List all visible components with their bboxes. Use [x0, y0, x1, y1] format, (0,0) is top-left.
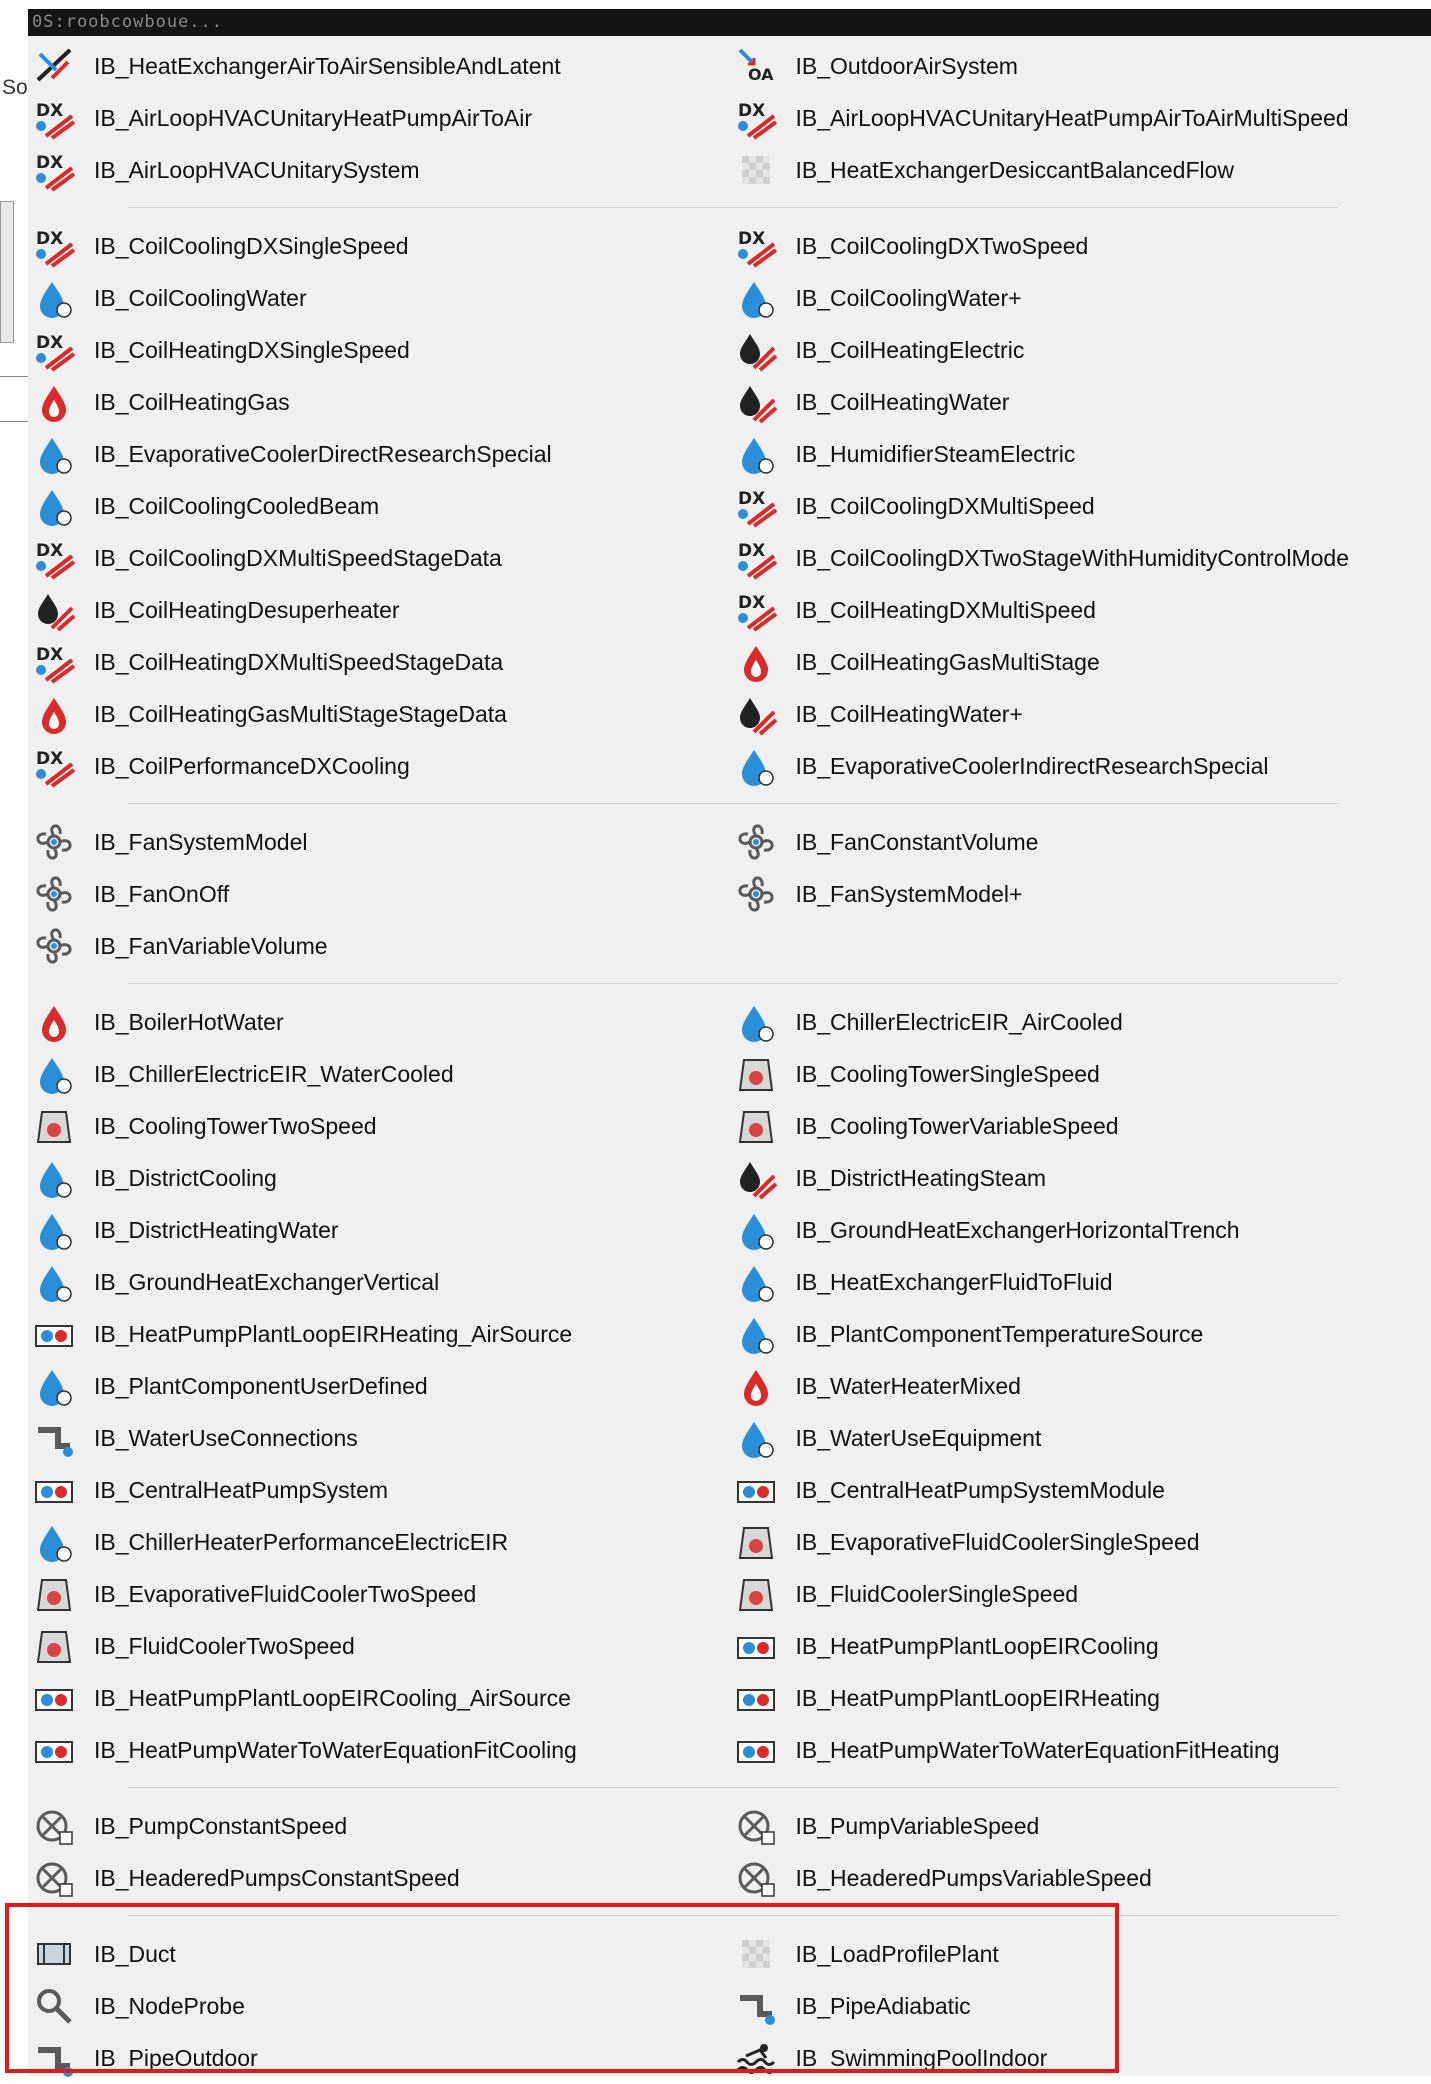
- water-heating-plus-icon: [734, 692, 778, 736]
- pipe-outdoor-icon: [32, 2036, 76, 2080]
- menu-item[interactable]: [28, 2032, 730, 2084]
- cooling-tower-1-icon: [734, 1052, 778, 1096]
- water-cooling-plus-icon: [734, 276, 778, 320]
- menu-item[interactable]: [28, 428, 730, 480]
- menu-item[interactable]: [28, 1568, 730, 1620]
- menu-item[interactable]: [730, 584, 1431, 636]
- window-title: 0S:roobcowboue...: [32, 12, 223, 32]
- menu-item-label: IB_EvaporativeCoolerDirectResearchSpecial: [94, 441, 552, 468]
- menu-item-label: IB_CoilHeatingGas: [94, 389, 290, 416]
- menu-item[interactable]: [28, 532, 730, 584]
- menu-separator: [128, 1915, 1338, 1916]
- pipe-adiabatic-icon: [734, 1984, 778, 2028]
- menu-item[interactable]: [28, 324, 730, 376]
- menu-item-label: IB_CoilHeatingWater+: [796, 701, 1023, 728]
- humidifier-icon: [734, 432, 778, 476]
- fan-constant-icon: [734, 820, 778, 864]
- menu-item[interactable]: [28, 636, 730, 688]
- chiller-heater-icon: [32, 1520, 76, 1564]
- menu-item[interactable]: [730, 376, 1431, 428]
- evaporative-cooler-icon: [32, 432, 76, 476]
- menu-group-fans: [28, 816, 1431, 972]
- ground-hx-vertical-icon: [32, 1260, 76, 1304]
- menu-row: [28, 376, 1431, 428]
- duct-icon: [32, 1932, 76, 1976]
- dx-stage-data-icon: [32, 536, 76, 580]
- menu-item-label: IB_LoadProfilePlant: [796, 1941, 999, 1968]
- menu-item-label: IB_PipeAdiabatic: [796, 1993, 971, 2020]
- menu-item[interactable]: [730, 1100, 1431, 1152]
- menu-item-label: IB_AirLoopHVACUnitarySystem: [94, 157, 420, 184]
- menu-item[interactable]: [28, 1256, 730, 1308]
- water-use-equipment-icon: [734, 1416, 778, 1460]
- svg-text:DX: DX: [36, 229, 63, 249]
- title-strip: [28, 9, 1431, 36]
- menu-row: [28, 40, 1431, 92]
- menu-item-label: IB_CoilCoolingDXMultiSpeed: [796, 493, 1095, 520]
- menu-item-label: IB_CoilCoolingDXMultiSpeedStageData: [94, 545, 502, 572]
- menu-item[interactable]: [730, 480, 1431, 532]
- menu-item[interactable]: [730, 1360, 1431, 1412]
- menu-item-label: IB_HeatPumpWaterToWaterEquationFitCooling: [94, 1737, 577, 1764]
- menu-item[interactable]: [28, 1516, 730, 1568]
- menu-item-label: IB_HeatPumpPlantLoopEIRCooling: [796, 1633, 1159, 1660]
- menu-item-label: IB_AirLoopHVACUnitaryHeatPumpAirToAirMultiSpeed: [796, 105, 1349, 132]
- menu-item-label: IB_OutdoorAirSystem: [796, 53, 1018, 80]
- menu-item[interactable]: [28, 1464, 730, 1516]
- district-water-icon: [32, 1208, 76, 1252]
- menu-item[interactable]: [730, 1256, 1431, 1308]
- menu-item-label: IB_NodeProbe: [94, 1993, 245, 2020]
- menu-item[interactable]: [28, 144, 730, 196]
- menu-item-label: IB_FanSystemModel: [94, 829, 307, 856]
- menu-item[interactable]: [730, 688, 1431, 740]
- menu-row: [28, 324, 1431, 376]
- menu-row: [28, 532, 1431, 584]
- fluid-cooler-icon: [734, 1572, 778, 1616]
- menu-row: [28, 1928, 1431, 1980]
- menu-row: [28, 144, 1431, 196]
- menu-row: [28, 1724, 1431, 1776]
- menu-item[interactable]: [28, 1928, 730, 1980]
- heat-pump-air-icon: [32, 1312, 76, 1356]
- menu-item[interactable]: [28, 1724, 730, 1776]
- svg-text:DX: DX: [738, 489, 765, 509]
- menu-item-label: IB_GroundHeatExchangerVertical: [94, 1269, 439, 1296]
- menu-item[interactable]: [28, 272, 730, 324]
- menu-item-label: IB_FluidCoolerSingleSpeed: [796, 1581, 1079, 1608]
- district-steam-icon: [734, 1156, 778, 1200]
- menu-item-label: IB_PumpConstantSpeed: [94, 1813, 347, 1840]
- heat-pump-wtw-heating-icon: [734, 1728, 778, 1772]
- user-defined-icon: [32, 1364, 76, 1408]
- menu-item[interactable]: [28, 920, 730, 972]
- menu-item-label: IB_HeatExchangerFluidToFluid: [796, 1269, 1113, 1296]
- menu-item[interactable]: [730, 1308, 1431, 1360]
- unitary-system-icon: [32, 148, 76, 192]
- dx-humidity-icon: [734, 536, 778, 580]
- menu-item-label: IB_DistrictHeatingWater: [94, 1217, 339, 1244]
- menu-row: [28, 636, 1431, 688]
- menu-separator: [128, 207, 1338, 208]
- dx-heating-stage-icon: [32, 640, 76, 684]
- desuperheater-icon: [32, 588, 76, 632]
- menu-item-label: IB_HeaderedPumpsConstantSpeed: [94, 1865, 460, 1892]
- menu-row: [28, 1672, 1431, 1724]
- menu-item[interactable]: [28, 996, 730, 1048]
- background-window-edge: [0, 36, 28, 2076]
- svg-text:DX: DX: [738, 593, 765, 613]
- menu-item-label: IB_CoilHeatingWater: [796, 389, 1010, 416]
- menu-item-label: IB_ChillerHeaterPerformanceElectricEIR: [94, 1529, 508, 1556]
- dx-heating-icon: [32, 328, 76, 372]
- svg-text:DX: DX: [36, 101, 63, 121]
- menu-row: [28, 1464, 1431, 1516]
- menu-row: [28, 428, 1431, 480]
- menu-item[interactable]: [28, 480, 730, 532]
- chiller-water-icon: [32, 1052, 76, 1096]
- fan-icon: [32, 820, 76, 864]
- menu-item[interactable]: [730, 92, 1431, 144]
- menu-group-coils: [28, 220, 1431, 792]
- menu-item[interactable]: [730, 740, 1431, 792]
- svg-text:OA: OA: [748, 65, 774, 84]
- menu-item[interactable]: [28, 688, 730, 740]
- menu-item[interactable]: [730, 220, 1431, 272]
- menu-item[interactable]: [730, 428, 1431, 480]
- water-heating-icon: [734, 380, 778, 424]
- menu-item[interactable]: [730, 1516, 1431, 1568]
- menu-row: [28, 1516, 1431, 1568]
- menu-item[interactable]: [28, 220, 730, 272]
- menu-row: [28, 1308, 1431, 1360]
- menu-item[interactable]: [730, 996, 1431, 1048]
- unitary-heat-pump-icon: [32, 96, 76, 140]
- placeholder-icon: [734, 1932, 778, 1976]
- menu-row: [28, 220, 1431, 272]
- indirect-evaporative-icon: [734, 744, 778, 788]
- menu-item-label: IB_BoilerHotWater: [94, 1009, 284, 1036]
- menu-item-label: IB_EvaporativeCoolerIndirectResearchSpecial: [796, 753, 1269, 780]
- menu-item[interactable]: [730, 1152, 1431, 1204]
- svg-text:DX: DX: [738, 101, 765, 121]
- heat-pump-wtw-cooling-icon: [32, 1728, 76, 1772]
- menu-row: [28, 920, 1431, 972]
- swimming-pool-icon: [734, 2036, 778, 2080]
- menu-group-airloop: [28, 40, 1431, 196]
- menu-item[interactable]: [730, 816, 1431, 868]
- dx-heating-multispeed-icon: [734, 588, 778, 632]
- menu-row: [28, 688, 1431, 740]
- dx-cooling-icon: [32, 224, 76, 268]
- temperature-source-icon: [734, 1312, 778, 1356]
- fluid-hx-icon: [734, 1260, 778, 1304]
- pump-constant-icon: [32, 1804, 76, 1848]
- menu-separator: [128, 983, 1338, 984]
- dx-multispeed-icon: [734, 484, 778, 528]
- menu-item[interactable]: [730, 272, 1431, 324]
- menu-item[interactable]: [730, 1724, 1431, 1776]
- menu-item-label: IB_FanOnOff: [94, 881, 229, 908]
- cooling-tower-2-icon: [32, 1104, 76, 1148]
- menu-row: [28, 816, 1431, 868]
- menu-item-label: IB_HeaderedPumpsVariableSpeed: [796, 1865, 1152, 1892]
- menu-item-label: IB_WaterUseEquipment: [796, 1425, 1042, 1452]
- fan-variable-icon: [32, 924, 76, 968]
- menu-item[interactable]: [730, 40, 1431, 92]
- menu-item[interactable]: [28, 1412, 730, 1464]
- menu-item[interactable]: [28, 868, 730, 920]
- water-cooling-icon: [32, 276, 76, 320]
- menu-item-label: IB_HeatPumpPlantLoopEIRHeating_AirSource: [94, 1321, 572, 1348]
- menu-item[interactable]: [730, 1464, 1431, 1516]
- menu-item-label: IB_CoilCoolingDXTwoSpeed: [796, 233, 1089, 260]
- menu-item-label: IB_CoilHeatingDXMultiSpeed: [796, 597, 1096, 624]
- menu-row: [28, 1980, 1431, 2032]
- heat-exchanger-icon: [32, 44, 76, 88]
- menu-item[interactable]: [730, 2032, 1431, 2084]
- menu-item[interactable]: [28, 1308, 730, 1360]
- menu-item-label: IB_CentralHeatPumpSystemModule: [796, 1477, 1165, 1504]
- dx-performance-icon: [32, 744, 76, 788]
- menu-item-label: IB_CentralHeatPumpSystem: [94, 1477, 388, 1504]
- menu-row: [28, 1256, 1431, 1308]
- menu-item[interactable]: [730, 636, 1431, 688]
- menu-item-label: IB_GroundHeatExchangerHorizontalTrench: [796, 1217, 1240, 1244]
- menu-item[interactable]: [28, 376, 730, 428]
- menu-item-label: IB_CoilCoolingDXTwoStageWithHumidityControlMode: [796, 545, 1350, 572]
- menu-item-label: IB_WaterUseConnections: [94, 1425, 358, 1452]
- evap-fluid-cooler-two-icon: [32, 1572, 76, 1616]
- menu-item-label: IB_EvaporativeFluidCoolerSingleSpeed: [796, 1529, 1200, 1556]
- placeholder-icon: [734, 148, 778, 192]
- menu-item[interactable]: [730, 1620, 1431, 1672]
- menu-item[interactable]: [28, 1672, 730, 1724]
- menu-item[interactable]: [28, 816, 730, 868]
- menu-item-label: IB_Duct: [94, 1941, 176, 1968]
- svg-text:DX: DX: [738, 541, 765, 561]
- menu-item-label: IB_CoilHeatingGasMultiStage: [796, 649, 1100, 676]
- menu-row: [28, 272, 1431, 324]
- menu-row: [28, 2032, 1431, 2084]
- menu-row: [28, 740, 1431, 792]
- menu-separator: [128, 1787, 1338, 1788]
- menu-row: [28, 1620, 1431, 1672]
- side-label: So: [2, 76, 28, 100]
- menu-item-label: IB_CoilCoolingWater+: [796, 285, 1022, 312]
- menu-item[interactable]: [730, 1568, 1431, 1620]
- heat-pump-cooling-air-icon: [32, 1676, 76, 1720]
- menu-row: [28, 1800, 1431, 1852]
- menu-row: [28, 1048, 1431, 1100]
- menu-item-label: IB_ChillerElectricEIR_AirCooled: [796, 1009, 1123, 1036]
- menu-item[interactable]: [28, 1204, 730, 1256]
- menu-item-label: IB_CoolingTowerTwoSpeed: [94, 1113, 377, 1140]
- menu-item[interactable]: [730, 1980, 1431, 2032]
- dx-cooling-two-icon: [734, 224, 778, 268]
- empty-cell: [730, 920, 1431, 972]
- pump-variable-icon: [734, 1804, 778, 1848]
- menu-item[interactable]: [28, 1360, 730, 1412]
- menu-item-label: IB_CoilHeatingDXSingleSpeed: [94, 337, 410, 364]
- menu-item[interactable]: [28, 40, 730, 92]
- menu-item-label: IB_HeatExchangerAirToAirSensibleAndLatent: [94, 53, 561, 80]
- magnifier-icon: [32, 1984, 76, 2028]
- central-heat-pump-icon: [32, 1468, 76, 1512]
- menu-item[interactable]: [730, 144, 1431, 196]
- menu-row: [28, 92, 1431, 144]
- component-dropdown-menu: [28, 36, 1431, 2076]
- menu-item[interactable]: [28, 1048, 730, 1100]
- menu-row: [28, 480, 1431, 532]
- outdoor-air-icon: [734, 44, 778, 88]
- menu-item[interactable]: [730, 1204, 1431, 1256]
- menu-item-label: IB_PipeOutdoor: [94, 2045, 258, 2072]
- gas-multistage-icon: [734, 640, 778, 684]
- menu-item[interactable]: [730, 1048, 1431, 1100]
- water-heater-icon: [734, 1364, 778, 1408]
- ground-hx-horizontal-icon: [734, 1208, 778, 1252]
- side-scrollbar: [0, 201, 14, 343]
- menu-group-misc: [28, 1928, 1431, 2084]
- menu-item-label: IB_PlantComponentUserDefined: [94, 1373, 428, 1400]
- menu-item-label: IB_FanSystemModel+: [796, 881, 1023, 908]
- menu-item-label: IB_HumidifierSteamElectric: [796, 441, 1076, 468]
- menu-row: [28, 584, 1431, 636]
- menu-item[interactable]: [730, 1672, 1431, 1724]
- heat-pump-cooling-icon: [734, 1624, 778, 1668]
- svg-text:DX: DX: [36, 645, 63, 665]
- menu-item-label: IB_CoilCoolingWater: [94, 285, 307, 312]
- menu-item[interactable]: [730, 532, 1431, 584]
- menu-item[interactable]: [28, 740, 730, 792]
- menu-item-label: IB_FanConstantVolume: [796, 829, 1039, 856]
- menu-item-label: IB_CoilHeatingElectric: [796, 337, 1025, 364]
- menu-item-label: IB_WaterHeaterMixed: [796, 1373, 1021, 1400]
- menu-item-label: IB_DistrictCooling: [94, 1165, 277, 1192]
- side-divider: [0, 376, 28, 422]
- fan-plus-icon: [734, 872, 778, 916]
- menu-item-label: IB_FluidCoolerTwoSpeed: [94, 1633, 355, 1660]
- menu-item[interactable]: [28, 1620, 730, 1672]
- menu-item[interactable]: [730, 324, 1431, 376]
- window-titlebar: [0, 0, 1431, 36]
- chiller-air-icon: [734, 1000, 778, 1044]
- svg-text:DX: DX: [36, 153, 63, 173]
- menu-item[interactable]: [730, 1800, 1431, 1852]
- svg-text:DX: DX: [36, 749, 63, 769]
- fluid-cooler-two-icon: [32, 1624, 76, 1668]
- menu-item-label: IB_FanVariableVolume: [94, 933, 328, 960]
- unitary-heat-pump-multispeed-icon: [734, 96, 778, 140]
- menu-row: [28, 1204, 1431, 1256]
- menu-item[interactable]: [28, 1100, 730, 1152]
- heat-pump-heating-icon: [734, 1676, 778, 1720]
- menu-item[interactable]: [730, 868, 1431, 920]
- menu-item-label: IB_HeatPumpPlantLoopEIRHeating: [796, 1685, 1160, 1712]
- menu-item-label: IB_CoilHeatingDesuperheater: [94, 597, 400, 624]
- central-heat-pump-module-icon: [734, 1468, 778, 1512]
- gas-heating-icon: [32, 380, 76, 424]
- menu-item[interactable]: [28, 1800, 730, 1852]
- menu-row: [28, 1100, 1431, 1152]
- menu-item-label: IB_CoilHeatingDXMultiSpeedStageData: [94, 649, 503, 676]
- boiler-icon: [32, 1000, 76, 1044]
- menu-item-label: IB_HeatPumpPlantLoopEIRCooling_AirSource: [94, 1685, 571, 1712]
- gas-stage-data-icon: [32, 692, 76, 736]
- menu-item-label: IB_CoilHeatingGasMultiStageStageData: [94, 701, 507, 728]
- menu-group-pumps: [28, 1800, 1431, 1904]
- menu-item[interactable]: [730, 1852, 1431, 1904]
- evap-fluid-cooler-icon: [734, 1520, 778, 1564]
- menu-item-label: IB_PumpVariableSpeed: [796, 1813, 1040, 1840]
- menu-item[interactable]: [28, 1852, 730, 1904]
- menu-item[interactable]: [730, 1928, 1431, 1980]
- headered-pump-variable-icon: [734, 1856, 778, 1900]
- svg-text:DX: DX: [36, 333, 63, 353]
- cooling-tower-v-icon: [734, 1104, 778, 1148]
- menu-row: [28, 1568, 1431, 1620]
- menu-item-label: IB_CoolingTowerSingleSpeed: [796, 1061, 1100, 1088]
- menu-row: [28, 1412, 1431, 1464]
- district-cooling-icon: [32, 1156, 76, 1200]
- menu-item-label: IB_CoilPerformanceDXCooling: [94, 753, 410, 780]
- menu-row: [28, 868, 1431, 920]
- menu-separator: [128, 803, 1338, 804]
- menu-item-label: IB_AirLoopHVACUnitaryHeatPumpAirToAir: [94, 105, 532, 132]
- svg-text:DX: DX: [738, 229, 765, 249]
- electric-heating-icon: [734, 328, 778, 372]
- menu-item[interactable]: [730, 1412, 1431, 1464]
- menu-row: [28, 996, 1431, 1048]
- headered-pump-constant-icon: [32, 1856, 76, 1900]
- menu-item[interactable]: [28, 92, 730, 144]
- menu-item[interactable]: [28, 1980, 730, 2032]
- menu-row: [28, 1852, 1431, 1904]
- menu-item[interactable]: [28, 584, 730, 636]
- menu-item-label: IB_CoilCoolingDXSingleSpeed: [94, 233, 409, 260]
- menu-item-label: IB_HeatExchangerDesiccantBalancedFlow: [796, 157, 1235, 184]
- menu-item-label: IB_EvaporativeFluidCoolerTwoSpeed: [94, 1581, 476, 1608]
- menu-item-label: IB_HeatPumpWaterToWaterEquationFitHeating: [796, 1737, 1280, 1764]
- menu-item-label: IB_PlantComponentTemperatureSource: [796, 1321, 1204, 1348]
- fan-onoff-icon: [32, 872, 76, 916]
- menu-item-label: IB_ChillerElectricEIR_WaterCooled: [94, 1061, 454, 1088]
- menu-item[interactable]: [28, 1152, 730, 1204]
- menu-item-label: IB_SwimmingPoolIndoor: [796, 2045, 1048, 2072]
- menu-row: [28, 1360, 1431, 1412]
- menu-row: [28, 1152, 1431, 1204]
- menu-group-plant: [28, 996, 1431, 1776]
- menu-item-label: IB_DistrictHeatingSteam: [796, 1165, 1047, 1192]
- water-use-connections-icon: [32, 1416, 76, 1460]
- menu-item-label: IB_CoolingTowerVariableSpeed: [796, 1113, 1119, 1140]
- menu-item-label: IB_CoilCoolingCooledBeam: [94, 493, 379, 520]
- cooled-beam-icon: [32, 484, 76, 528]
- svg-text:DX: DX: [36, 541, 63, 561]
